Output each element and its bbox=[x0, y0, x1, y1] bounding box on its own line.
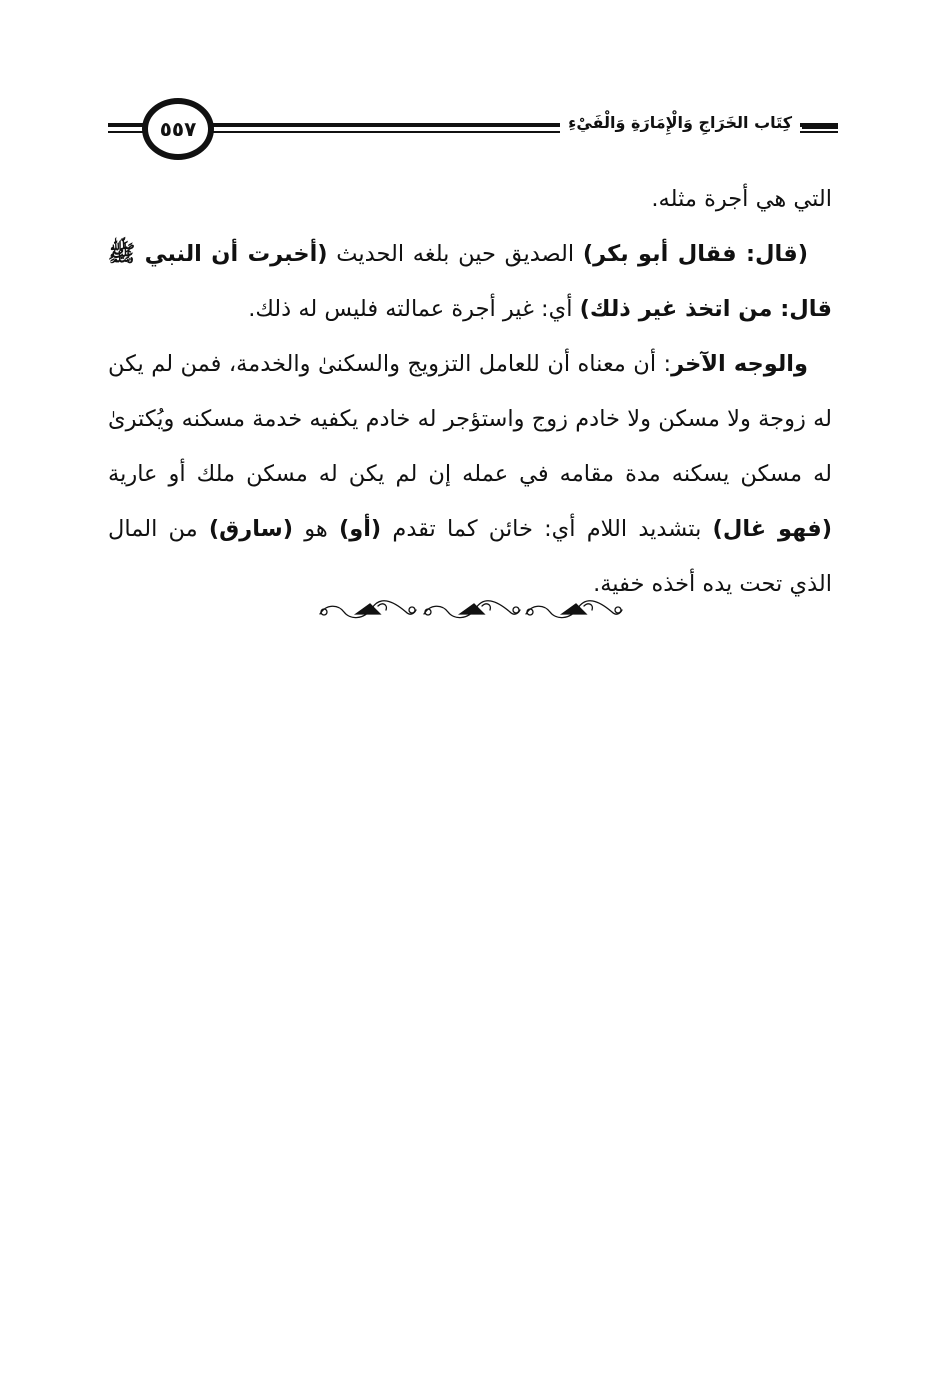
paragraph-3-text-1: : أن معناه أن للعامل التزويج والسكنىٰ والخدمة، فمن لم يكن له زوجة ولا مسكن ولا خادم زوج واستؤجر له خادم يكفيه خدمة مسكنه ويُكترىٰ له مسكن يسكنه مدة مقامه في عمله إن لم يكن له مسكن ملك أو عارية bbox=[108, 351, 832, 487]
paragraph-1 bbox=[108, 172, 832, 227]
page-number: ٥٥٧ bbox=[159, 117, 197, 141]
second-aspect-heading: والوجه الآخر bbox=[671, 351, 808, 377]
paragraph-3 bbox=[108, 337, 832, 612]
paragraph-3-text-4: من المال الذي تحت يده أخذه خفية. bbox=[108, 516, 832, 597]
ornament-unit-middle bbox=[424, 601, 520, 618]
paragraph-2-text-2: أي: غير أجرة عمالته فليس له ذلك. bbox=[248, 296, 580, 322]
quote-hadith: (أخبرت أن النبي ﷺ قال: من اتخذ غير ذلك) bbox=[108, 241, 832, 322]
paragraph-2 bbox=[108, 227, 832, 337]
floral-divider-icon bbox=[316, 596, 626, 626]
quote-aw: (أو) bbox=[338, 516, 382, 542]
paragraph-3-text-3: هو bbox=[293, 516, 339, 542]
quote-abu-bakr: (قال: فقال أبو بكر) bbox=[582, 241, 808, 267]
paragraph-1-text: التي هي أجرة مثله. bbox=[651, 186, 832, 212]
quote-sariq: (سارق) bbox=[208, 516, 294, 542]
book-title: كِتَاب الخَرَاجِ وَالْإِمَارَةِ وَالْفَيْءِ bbox=[560, 108, 800, 138]
ornament-unit-right bbox=[526, 601, 622, 618]
paragraph-2-text-1: الصديق حين بلغه الحديث bbox=[327, 241, 583, 267]
ornament-unit-left bbox=[320, 601, 416, 618]
quote-ghal: (فهو غال) bbox=[712, 516, 832, 542]
page-header bbox=[108, 98, 838, 164]
page-number-badge bbox=[142, 98, 214, 160]
paragraph-3-text-2: بتشديد اللام أي: خائن كما تقدم bbox=[381, 516, 713, 542]
main-text bbox=[108, 172, 832, 612]
header-dash bbox=[802, 125, 838, 129]
